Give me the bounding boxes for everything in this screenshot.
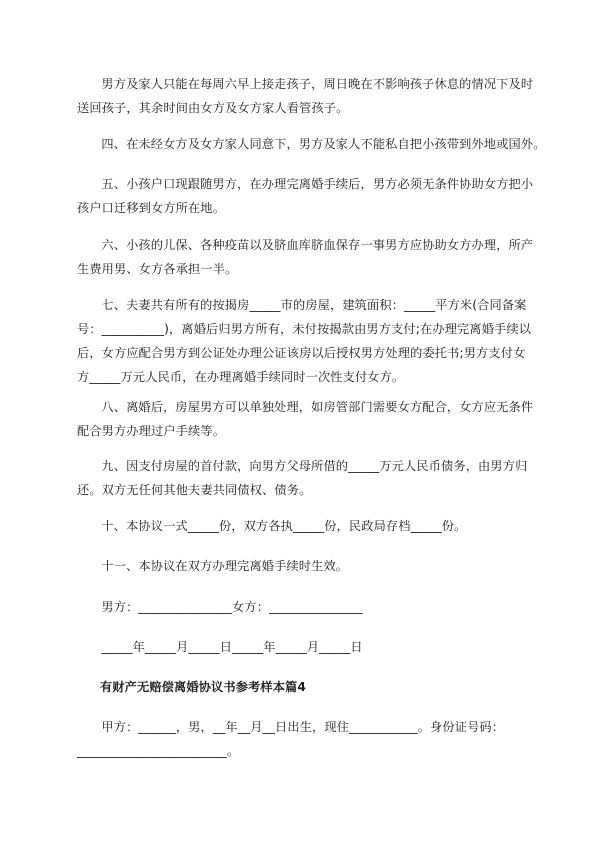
- paragraph-party-a: [77, 715, 532, 763]
- paragraph-clause-6: [77, 233, 532, 281]
- text-line: _____年_____月_____日_____年_____月_____日: [101, 640, 363, 654]
- paragraph-visitation: [77, 72, 532, 120]
- paragraph-clause-10: [77, 514, 532, 538]
- text-line: 甲方：______，男，__年__月__日出生，现住___________。身份证号码：: [101, 720, 505, 734]
- paragraph-clause-9: [77, 454, 532, 502]
- text-line: 男方：_______________女方：_______________: [101, 600, 363, 614]
- text-line: 生费用男、女方各承担一半。: [77, 262, 238, 276]
- paragraph-clause-8: [77, 395, 532, 443]
- text-line: 十、本协议一式_____份，双方各执_____份，民政局存档_____份。: [101, 519, 467, 533]
- text-line: 五、小孩户口现跟随男方，在办理完离婚手续后，男方必须无条件协助女方把小: [101, 177, 534, 191]
- text-line: 四、在未经女方及女方家人同意下，男方及家人不能私自把小孩带到外地或国外。: [101, 137, 546, 151]
- text-line: 方_____万元人民币，在办理离婚手续同时一次性支付女方。: [77, 370, 405, 384]
- text-line: 配合男方办理过户手续等。: [77, 424, 226, 438]
- text-line: 十一、本协议在双方办理完离婚手续时生效。: [101, 559, 349, 573]
- text-line: 孩户口迁移到女方所在地。: [77, 201, 226, 215]
- signature-line: [77, 595, 532, 619]
- text-line: 八、离婚后，房屋男方可以单独处理，如房管部门需要女方配合，女方应无条件: [101, 400, 534, 414]
- paragraph-clause-4: [77, 132, 546, 156]
- paragraph-clause-7: [77, 293, 532, 389]
- text-line: 六、小孩的儿保、各种疫苗以及脐血库脐血保存一事男方应协助女方办理，所产: [101, 238, 534, 252]
- text-line: ________________________。: [77, 744, 240, 758]
- text-line: 号：__________)，离婚后归男方所有，未付按揭款由男方支付;在办理完离婚手续以: [77, 322, 532, 336]
- section-heading: 有财产无赔偿离婚协议书参考样本篇4: [100, 680, 307, 694]
- text-line: 后，女方应配合男方到公证处办理公证该房以后授权男方处理的委托书;男方支付女: [77, 346, 526, 360]
- text-line: 七、夫妻共有所有的按揭房_____市的房屋，建筑面积：_____平方米(合同备案: [101, 298, 527, 312]
- text-line: 还。双方无任何其他夫妻共同债权、债务。: [77, 483, 312, 497]
- paragraph-clause-11: [77, 554, 532, 578]
- text-line: 送回孩子，其余时间由女方及女方家人看管孩子。: [77, 101, 349, 115]
- text-line: 男方及家人只能在每周六早上接走孩子，周日晚在不影响孩子休息的情况下及时: [101, 77, 534, 91]
- paragraph-clause-5: [77, 172, 532, 220]
- date-line: [77, 635, 532, 659]
- text-line: 九、因支付房屋的首付款，向男方父母所借的_____万元人民币债务，由男方归: [101, 459, 528, 473]
